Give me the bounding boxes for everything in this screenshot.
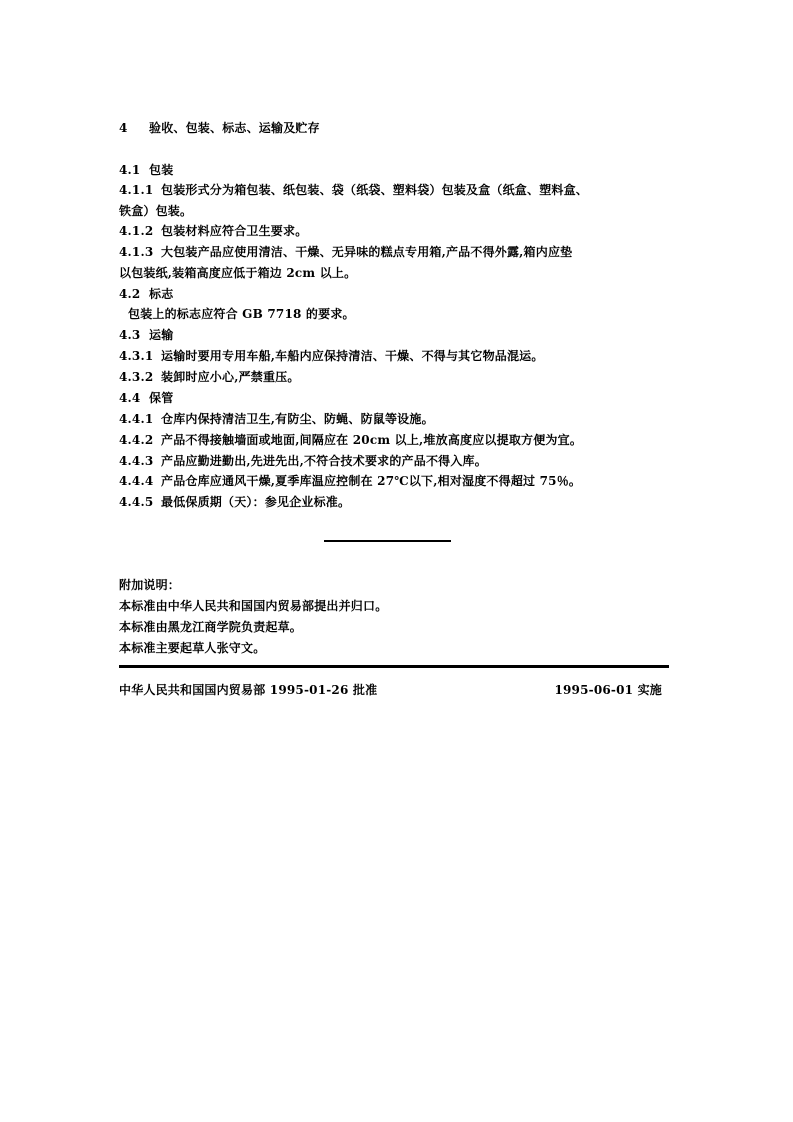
clause-text: 最低保质期（天）：参见企业标准。 xyxy=(161,495,351,509)
subsection-heading-storage xyxy=(119,390,173,406)
appendix-line: 本标准主要起草人张守文。 xyxy=(119,641,266,655)
implementation-date: 1995-06-01 实施 xyxy=(554,683,662,697)
clause-4-4-1 xyxy=(119,411,434,427)
section-heading xyxy=(119,120,320,136)
clause-text: 运输时要用专用车船,车船内应保持清洁、干燥、不得与其它物品混运。 xyxy=(161,349,544,363)
clause-number: 4.4.5 xyxy=(119,495,154,509)
appendix-line: 本标准由黑龙江商学院负责起草。 xyxy=(119,620,303,634)
clause-4-4-5 xyxy=(119,494,350,510)
clause-number: 4.3.1 xyxy=(119,349,154,363)
subsection-heading-transport xyxy=(119,327,173,343)
marking-text: 包装上的标志应符合 GB 7718 的要求。 xyxy=(128,307,355,321)
clause-text: 包装材料应符合卫生要求。 xyxy=(161,224,308,238)
section-title: 验收、包装、标志、运输及贮存 xyxy=(149,121,320,135)
clause-4-1-3 xyxy=(119,244,572,260)
clause-number: 4.4.2 xyxy=(119,433,154,447)
clause-text: 产品仓库应通风干燥,夏季库温应控制在 27℃以下,相对湿度不得超过 75％。 xyxy=(161,474,582,488)
appendix-title: 附加说明： xyxy=(119,578,181,592)
subsection-heading-packaging xyxy=(119,162,173,178)
clause-4-1-3-continuation: 以包装纸,装箱高度应低于箱边 2cm 以上。 xyxy=(119,266,357,280)
clause-number: 4.1.2 xyxy=(119,224,154,238)
approval-statement: 中华人民共和国国内贸易部 1995-01-26 批准 xyxy=(119,683,378,697)
subsection-number: 4.1 xyxy=(119,163,141,177)
subsection-number: 4.4 xyxy=(119,391,141,405)
section-number: 4 xyxy=(119,121,128,135)
clause-4-4-3 xyxy=(119,453,487,469)
footer-rule xyxy=(119,665,669,668)
clause-4-4-4 xyxy=(119,473,581,489)
subsection-title: 保管 xyxy=(149,391,174,405)
end-of-text-rule xyxy=(324,540,451,542)
clause-text: 仓库内保持清洁卫生,有防尘、防蝇、防鼠等设施。 xyxy=(161,412,434,426)
subsection-number: 4.3 xyxy=(119,328,141,342)
clause-number: 4.4.4 xyxy=(119,474,154,488)
clause-4-3-2 xyxy=(119,369,300,385)
clause-text: 包装形式分为箱包装、纸包装、袋（纸袋、塑料袋）包装及盒（纸盒、塑料盒、 xyxy=(161,183,589,197)
clause-text: 装卸时应小心,严禁重压。 xyxy=(161,370,300,384)
clause-number: 4.1.1 xyxy=(119,183,154,197)
clause-4-4-2 xyxy=(119,432,582,448)
clause-text: 大包装产品应使用清洁、干燥、无异味的糕点专用箱,产品不得外露,箱内应垫 xyxy=(161,245,573,259)
subsection-heading-marking xyxy=(119,286,173,302)
clause-text: 产品不得接触墙面或地面,间隔应在 20cm 以上,堆放高度应以提取方便为宜。 xyxy=(161,433,583,447)
subsection-number: 4.2 xyxy=(119,287,141,301)
clause-4-1-1-continuation: 铁盒）包装。 xyxy=(119,204,193,218)
clause-number: 4.4.1 xyxy=(119,412,154,426)
clause-4-1-2 xyxy=(119,223,307,239)
clause-4-1-1 xyxy=(119,182,588,198)
clause-4-3-1 xyxy=(119,348,544,364)
subsection-title: 运输 xyxy=(149,328,174,342)
subsection-title: 包装 xyxy=(149,163,174,177)
clause-text: 产品应勤进勤出,先进先出,不符合技术要求的产品不得入库。 xyxy=(161,454,487,468)
clause-number: 4.1.3 xyxy=(119,245,154,259)
appendix-line: 本标准由中华人民共和国国内贸易部提出并归口。 xyxy=(119,599,388,613)
clause-number: 4.4.3 xyxy=(119,454,154,468)
subsection-title: 标志 xyxy=(149,287,174,301)
clause-number: 4.3.2 xyxy=(119,370,154,384)
